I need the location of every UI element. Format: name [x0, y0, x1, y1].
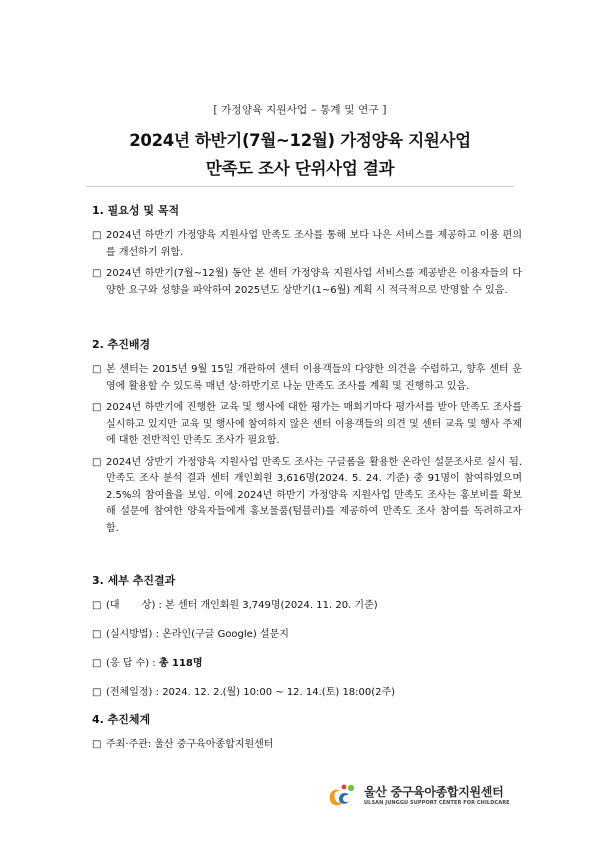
list-item-text: 2024년 하반기에 진행한 교육 및 행사에 대한 평가는 매회기마다 평가서를 받아 만족도 조사를 실시하고 있지만 교육 및 행사에 참여하지 않은 센터 이용객들의 의견 및 센터 교육 및 행사 주제에 대한 전반적인 만족도 조사가 필요함. — [106, 402, 522, 446]
checkbox-icon: □ — [92, 402, 102, 413]
result-value: 본 센터 개인회원 3,749명(2024. 11. 20. 기준) — [165, 600, 378, 611]
section-title: 4. 추진체계 — [92, 713, 151, 726]
list-item-text: 2024년 상반기 가정양육 지원사업 만족도 조사는 구글폼을 활용한 온라인 설문조사로 실시 됨. 만족도 조사 분석 결과 센터 개인회원 3,616명(2024. 5. 24. 기준) 중 91명이 참여하였으며 2.5%의 참여율을 보임. 이에 2024년 하반기 가정양육 지원사업 만족도 조사는 홍보비를 확보해 설문에 참여한 양육자들에게 홍보물품(텀블러)를 제공하여 만족도 조사 참여를 독려하고자 함. — [106, 456, 522, 534]
result-row-responses: □ (응 답 수) : 총 118명 — [92, 656, 522, 673]
center-logo-icon — [327, 782, 357, 808]
document-title-line2: 만족도 조사 단위사업 결과 — [205, 159, 395, 178]
center-logo — [327, 782, 527, 808]
list-item — [92, 400, 522, 450]
section-title: 3. 세부 추진결과 — [92, 574, 176, 587]
checkbox-icon: □ — [92, 629, 102, 640]
list-item-text: 본 센터는 2015년 9월 15일 개관하여 센터 이용객들의 다양한 의견을 수렴하고, 향후 센터 운영에 활용할 수 있도록 매년 상·하반기로 나눈 만족도 조사를 계획 및 진행하고 있음. — [106, 364, 522, 392]
section-purpose — [92, 202, 522, 304]
result-value: 총 118명 — [158, 658, 203, 669]
document-header — [0, 102, 600, 183]
list-item — [92, 362, 522, 395]
result-label: (전체일정) — [106, 687, 153, 698]
checkbox-icon: □ — [92, 687, 102, 698]
list-item-text: 2024년 하반기(7월~12월) 동안 본 센터 가정양육 지원사업 서비스를 제공받은 이용자들의 다양한 요구와 성향을 파악하여 2025년도 상반기(1~6월) 계획 시 적극적으로 반영할 수 있음. — [106, 268, 522, 296]
checkbox-icon: □ — [92, 600, 102, 611]
section-organization — [92, 711, 522, 759]
list-item-text: 주최·주관: 울산 중구육아종합지원센터 — [106, 739, 274, 750]
center-name-english: ULSAN JUNGGU SUPPORT CENTER FOR CHILDCARE — [364, 800, 510, 806]
result-row-schedule: □ (전체일정) : 2024. 12. 2.(월) 10:00 ~ 12. 14.(토) 18:00(2주) — [92, 685, 522, 702]
checkbox-icon: □ — [92, 268, 102, 279]
section-title: 2. 추진배경 — [92, 338, 151, 351]
document-category: [ 가정양육 지원사업 – 통계 및 연구 ] — [213, 104, 387, 116]
checkbox-icon: □ — [92, 658, 102, 669]
section-results — [92, 572, 522, 714]
result-value: 2024. 12. 2.(월) 10:00 ~ 12. 14.(토) 18:00(2주) — [162, 687, 396, 698]
document-title-line1: 2024년 하반기(7월~12월) 가정양육 지원사업 — [129, 131, 471, 150]
checkbox-icon: □ — [92, 739, 102, 750]
result-label: (응 답 수) — [106, 658, 150, 669]
result-value: 온라인(구글 Google) 설문지 — [162, 629, 289, 640]
list-item — [92, 737, 522, 754]
center-name-korean: 울산 중구육아종합지원센터 — [364, 785, 504, 799]
list-item-text: 2024년 하반기 가정양육 지원사업 만족도 조사를 통해 보다 나은 서비스를 제공하고 이용 편의를 개선하기 위함. — [106, 230, 522, 258]
result-label: (실시방법) — [106, 629, 153, 640]
checkbox-icon: □ — [92, 456, 102, 468]
checkbox-icon: □ — [92, 230, 102, 241]
document-title — [0, 127, 600, 183]
section-background — [92, 336, 522, 542]
section-title: 1. 필요성 및 목적 — [92, 204, 180, 217]
result-row-target: □ (대 상) : 본 센터 개인회원 3,749명(2024. 11. 20. 기준) — [92, 598, 522, 615]
result-row-method: □ (실시방법) : 온라인(구글 Google) 설문지 — [92, 627, 522, 644]
result-label: (대 상) — [106, 600, 156, 611]
list-item — [92, 228, 522, 261]
list-item — [92, 455, 522, 538]
checkbox-icon: □ — [92, 364, 102, 375]
header-divider — [86, 186, 514, 187]
list-item — [92, 266, 522, 299]
